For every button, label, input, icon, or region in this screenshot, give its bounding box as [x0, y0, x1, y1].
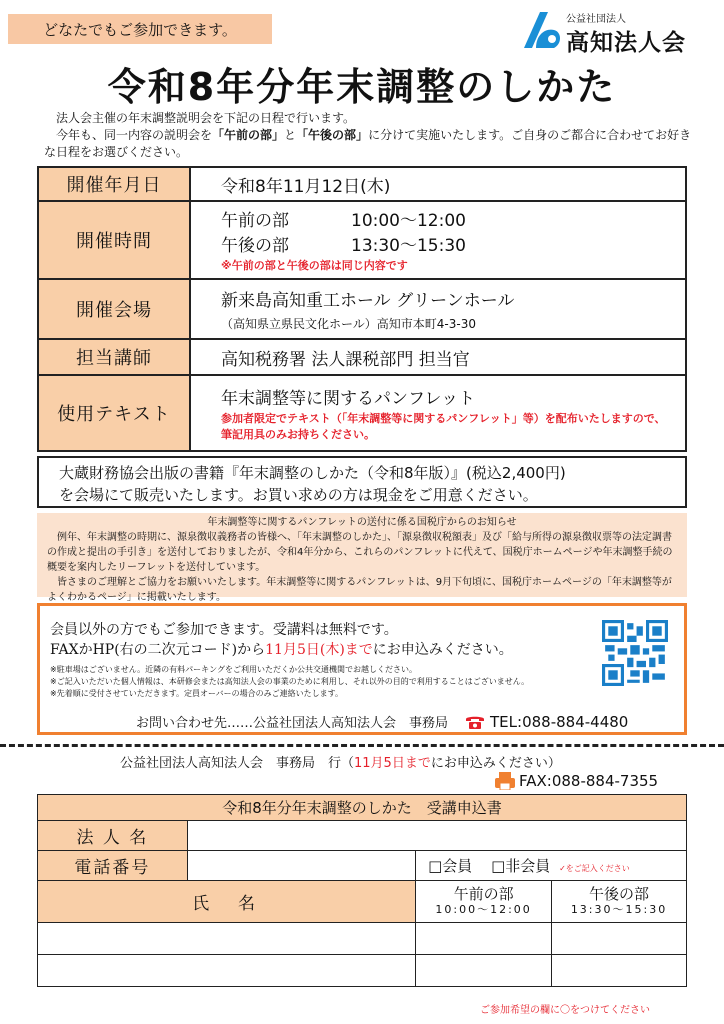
event-info-table: [37, 166, 687, 452]
fax-recipient: 公益社団法人高知法人会 事務局 行（11月5日までにお申込みください）: [120, 756, 561, 771]
registration-box: [37, 603, 687, 735]
org-type: 公益社団法人: [566, 14, 626, 25]
registration-line-1: 会員以外の方でもご参加できます。受講料は無料です。: [50, 622, 398, 638]
lecturer-value: 高知税務署 法人課税部門 担当官: [190, 339, 686, 375]
textbook-value: 年末調整等に関するパンフレット 参加者限定でテキスト（「年末調整等に関するパンフレット」等）を配布いたしますので、筆記用具のみお持ちください。: [190, 375, 686, 451]
nta-notice: [37, 513, 687, 603]
corp-name-label: 法 人 名: [38, 821, 188, 851]
venue-address: （高知県立県民文化ホール）高知市本町4-3-30: [221, 317, 476, 331]
telephone-icon: [464, 714, 486, 730]
lecturer-label: 担当講師: [38, 339, 190, 375]
qr-code-icon[interactable]: [602, 620, 668, 686]
time-label: 開催時間: [38, 201, 190, 279]
membership-choice: [416, 851, 687, 881]
inquiry-tel[interactable]: TEL:088-884-4480: [490, 712, 629, 731]
cut-line: [0, 744, 724, 747]
book-line-2: を会場にて販売いたします。お買い求めの方は現金をご用意ください。: [59, 486, 538, 504]
phone-field[interactable]: [187, 851, 415, 881]
fax-number-line: [495, 772, 658, 790]
logo-mark-icon: [520, 8, 564, 52]
membership-note: ✓をご記入ください: [559, 864, 630, 873]
corp-name-field[interactable]: [187, 821, 686, 851]
afternoon-session-header: 午後の部 13:30～15:30: [552, 881, 687, 923]
org-logo: [520, 8, 720, 58]
venue-label: 開催会場: [38, 279, 190, 339]
fax-number[interactable]: FAX:088-884-7355: [519, 772, 659, 790]
registration-line-2: FAXかHP(右の二次元コード)から11月5日(木)までにお申込みください。: [50, 642, 513, 658]
morning-choice-1[interactable]: [416, 923, 552, 955]
attendee-name-header: 氏 名: [38, 881, 416, 923]
book-sale-box: [37, 456, 687, 508]
phone-label: 電話番号: [38, 851, 188, 881]
book-line-1: 大蔵財務協会出版の書籍『年末調整のしかた（令和8年版）』(税込2,400円): [59, 464, 566, 482]
morning-session-header: 午前の部 10:00～12:00: [416, 881, 552, 923]
inquiry-line: [136, 712, 628, 731]
non-member-checkbox[interactable]: □非会員: [491, 857, 551, 875]
afternoon-choice-2[interactable]: [552, 955, 687, 987]
registration-notes: ※駐車場はございません。近隣の有料パーキングをご利用いただくか公共交通機関でお越しください。 ※ご記入いただいた個人情報は、本研修会または高知法人会の事業のために利用し、それ以外の目的で利用することはございません。 ※先着順に受付させていただきます。定員オーバーの場合のみご連絡いたします。: [50, 665, 530, 698]
textbook-label: 使用テキスト: [38, 375, 190, 451]
notice-paragraph-2: 皆さまのご理解とご協力をお願いいたします。年末調整等に関するパンフレットは、9月下旬頃に、国税庁ホームページの「年末調整等がよくわかるページ」に掲載いたします。: [47, 577, 672, 603]
org-name: 高知法人会: [566, 30, 686, 56]
morning-choice-2[interactable]: [416, 955, 552, 987]
date-label: 開催年月日: [38, 167, 190, 201]
intro-line-1: 法人会主催の年末調整説明会を下記の日程で行います。: [56, 111, 356, 125]
page-title: 令和8年分年末調整のしかた: [107, 65, 617, 109]
participation-badge: どなたでもご参加できます。: [8, 14, 272, 44]
attendee-name-field-1[interactable]: [38, 923, 416, 955]
time-value: 午前の部 10:00～12:00 午後の部 13:30～15:30 ※午前の部と午後の部は同じ内容です: [190, 201, 686, 279]
member-checkbox[interactable]: □会員: [428, 857, 473, 875]
intro-line-2: 今年も、同一内容の説明会を「午前の部」と「午後の部」に分けて実施いたします。ご自身のご都合に合わせてお好きな日程をお選びください。: [44, 128, 692, 159]
date-value: 令和8年11月12日(木): [190, 167, 686, 201]
venue-value: 新来島高知重工ホール グリーンホール （高知県立県民文化ホール）高知市本町4-3-30: [190, 279, 686, 339]
inquiry-text: お問い合わせ先……公益社団法人高知法人会 事務局: [136, 716, 449, 731]
notice-paragraph-1: 例年、年末調整の時期に、源泉徴収義務者の皆様へ、「年末調整のしかた」、「源泉徴収税額表」及び「給与所得の源泉徴収票等の法定調書の作成と提出の手引き」を送付しておりましたが、令和4年分から、これらのパンフレットに代えて、国税庁ホームページや年末調整手続の概要を案内したリーフレットを送付しています。: [47, 532, 673, 573]
notice-heading: 年末調整等に関するパンフレットの送付に係る国税庁からのお知らせ: [207, 517, 517, 528]
fax-icon: [495, 772, 515, 790]
form-footnote: ご参加希望の欄に〇をつけてください: [480, 1005, 650, 1016]
afternoon-choice-1[interactable]: [552, 923, 687, 955]
intro-text: [44, 110, 694, 161]
attendee-name-field-2[interactable]: [38, 955, 416, 987]
application-form: [37, 794, 687, 987]
form-heading: 令和8年分年末調整のしかた 受講申込書: [38, 795, 687, 821]
time-note: ※午前の部と午後の部は同じ内容です: [221, 259, 408, 272]
textbook-note: 参加者限定でテキスト（「年末調整等に関するパンフレット」等）を配布いたしますので、筆記用具のみお持ちください。: [221, 411, 666, 441]
